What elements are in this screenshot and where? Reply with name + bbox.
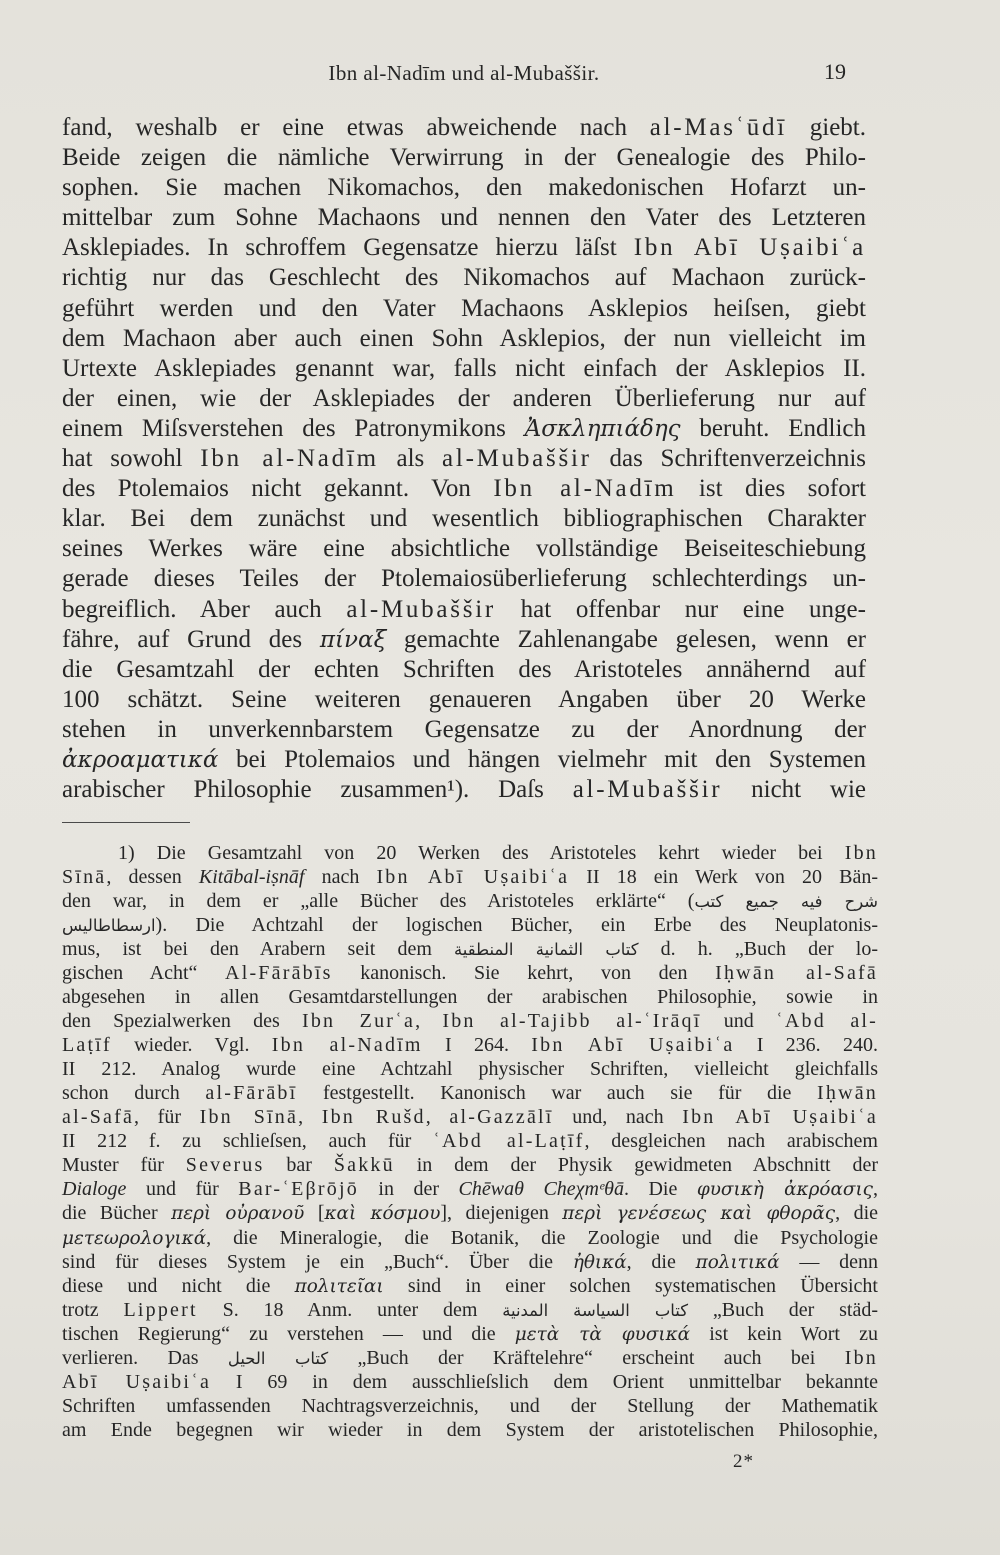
spaced-name: al-Safā: [62, 1106, 135, 1129]
body-line: [62, 775, 866, 805]
arabic-term: كتاب الحيل: [227, 1348, 329, 1368]
spaced-name: Laṭīf: [62, 1034, 112, 1057]
greek-term: μετὰ τὰ φυσικά: [514, 1323, 691, 1345]
text-run: geführt werden und den Vater Machaons Asklepios heiſsen, giebt: [62, 294, 866, 322]
spaced-name: Iḥwān al-Safā: [715, 962, 878, 985]
greek-term: ἠθικά: [572, 1251, 627, 1273]
text-run: I 69 in dem ausschlieſslich dem Orient unmittelbar bekannte: [211, 1370, 879, 1393]
text-run: stehen in unverkennbarstem Gegensatze zu der Anordnung der: [62, 715, 866, 743]
text-run: Muster für: [62, 1154, 186, 1177]
footnote-line: [62, 1033, 878, 1057]
text-run: diese und nicht die: [62, 1274, 295, 1297]
body-text: [62, 113, 866, 805]
text-run: I 236. 240.: [734, 1034, 878, 1057]
text-run: die Gesamtzahl der echten Schriften des Aristoteles annähernd auf: [62, 655, 866, 683]
footnote-line: [62, 985, 878, 1009]
text-run: ist dies sofort: [676, 475, 866, 503]
text-run: II 18 ein Werk von 20 Bän-: [569, 866, 878, 889]
footnote-line: [62, 1298, 878, 1322]
text-run: nach: [304, 866, 377, 889]
spaced-name: Ibn Zurʿa: [301, 1010, 416, 1033]
text-run: ). Die Achtzahl der logischen Bücher, ein Erbe des Neuplatonis-: [155, 914, 878, 937]
body-line: [62, 354, 866, 384]
text-run: den war, in dem er „alle Bücher des Aristoteles erklärte“ (: [62, 890, 695, 913]
greek-term: πολιτικά: [695, 1251, 780, 1273]
body-line: [62, 625, 866, 655]
text-run: trotz: [62, 1298, 124, 1321]
spaced-name: Lippert: [123, 1298, 198, 1321]
text-run: I 264.: [422, 1034, 532, 1057]
footnote-line: [62, 1250, 878, 1274]
body-line: [62, 444, 866, 474]
arabic-term: كتاب الثمانية المنطقية: [454, 940, 639, 960]
footnote-line: [62, 1322, 878, 1346]
body-line: [62, 203, 866, 233]
text-run: klar. Bei dem zunächst und wesentlich bibliographischen Charakter: [62, 505, 866, 533]
text-run: , die: [626, 1250, 696, 1273]
spaced-name: Ibn al-Tajibb al-ʿIrāqī: [442, 1010, 702, 1033]
footnote-line: [62, 1370, 878, 1394]
text-run: fand, weshalb er eine etwas abweichende nach: [62, 114, 650, 141]
footnote-line: [62, 1177, 878, 1201]
greek-term: καὶ κόσμου: [324, 1203, 441, 1225]
spaced-name: Ibn Abī Uṣaibiʿa: [682, 1106, 878, 1129]
spaced-name: Ibn: [844, 1346, 878, 1369]
body-line: [62, 143, 866, 173]
text-run: beruht. Endlich: [680, 414, 866, 442]
footnote-line: [62, 1153, 878, 1177]
text-run: und: [701, 1010, 776, 1033]
body-line: [62, 534, 866, 564]
spaced-name: ʿAbd al-Laṭīf: [433, 1130, 585, 1153]
text-run: ist kein Wort zu: [690, 1322, 879, 1345]
footnote-line: [62, 1394, 878, 1418]
text-run: ,: [872, 1178, 878, 1201]
text-run: arabischer Philosophie zusammen¹). Daſs: [62, 776, 573, 804]
arabic-term: ارسطاطاليس: [62, 916, 156, 936]
text-run: das Schriftenverzeichnis: [591, 445, 867, 473]
body-line: [62, 504, 866, 534]
greek-term: Ἀσκληπιάδης: [524, 415, 681, 442]
spaced-name: Ibn al-Nadīm: [200, 445, 379, 473]
text-run: sophen. Sie machen Nikomachos, den makedonischen Hofarzt un-: [62, 174, 866, 202]
text-run: ,: [425, 1106, 450, 1129]
body-line: [62, 715, 866, 745]
footnote-line: [62, 1081, 878, 1105]
spaced-name: Bar-ʿEβrōjō: [238, 1178, 359, 1201]
running-head: Ibn al-Nadīm und al-Mubaššir.: [328, 61, 600, 85]
text-run: gerade dieses Teiles der Ptolemaiosüberlieferung schlechterdings un-: [62, 565, 866, 593]
footnote-line: [62, 1201, 878, 1225]
text-run: abgesehen in allen Gesamtdarstellungen der arabischen Philosophie, sowie in: [62, 986, 878, 1009]
text-run: d. h. „Buch der lo-: [638, 938, 879, 961]
text-run: nicht wie: [722, 776, 866, 804]
greek-term: ἀκροαματικά: [62, 746, 219, 773]
text-run: II 212. Analog wurde eine Achtzahl physischer Schriften, vielleicht gleichfalls: [62, 1058, 878, 1081]
text-run: mus, ist bei den Arabern seit dem: [62, 938, 455, 961]
body-line: [62, 263, 866, 293]
footnote-line: [62, 1418, 878, 1442]
footnote-line: [62, 1057, 878, 1081]
text-run: S. 18 Anm. unter dem: [197, 1298, 503, 1321]
text-run: — denn: [779, 1250, 878, 1273]
footnote-line: [62, 937, 878, 961]
body-line: [62, 173, 866, 203]
spaced-name: al-Masʿūdī: [649, 114, 787, 141]
body-line: [62, 384, 866, 414]
footnotes: [62, 841, 878, 1442]
text-run: hat offenbar nur eine unge-: [496, 595, 866, 623]
italic-title: Dialoge: [62, 1178, 127, 1201]
text-run: den Spezialwerken des: [62, 1010, 302, 1033]
spaced-name: Iḥwān: [817, 1082, 878, 1105]
body-line: [62, 414, 866, 444]
text-run: fähre, auf Grund des: [62, 625, 320, 653]
text-run: . Die: [623, 1178, 697, 1201]
text-run: und für: [126, 1178, 239, 1201]
spaced-name: Ibn: [844, 842, 878, 864]
text-run: sind für dieses System je ein „Buch“. Über die: [62, 1250, 573, 1273]
spaced-name: Ibn Abī Uṣaibiʿa: [531, 1034, 735, 1057]
text-run: gischen Acht“: [62, 962, 226, 985]
text-run: Urtexte Asklepiades genannt war, falls nicht einfach der Asklepios II.: [62, 354, 866, 382]
body-line: [62, 595, 866, 625]
body-line: [62, 655, 866, 685]
footnote-line: [62, 1009, 878, 1033]
spaced-name: al-Fārābī: [205, 1082, 298, 1105]
text-run: 1) Die Gesamtzahl von 20 Werken des Aristoteles kehrt wieder bei: [118, 842, 845, 864]
spaced-name: Šakkū: [333, 1154, 395, 1177]
text-run: giebt.: [786, 114, 866, 141]
body-line: [62, 324, 866, 354]
text-run: , dessen: [106, 866, 199, 889]
text-run: der einen, wie der Asklepiades der anderen Überlieferung nur auf: [62, 384, 866, 412]
body-line: [62, 474, 866, 504]
greek-term: περὶ οὐρανοῦ: [171, 1203, 305, 1225]
italic-title: Chēwaθ Cheχmᵉθā: [458, 1178, 624, 1201]
text-run: die Bücher: [62, 1202, 172, 1225]
spaced-name: Ibn al-Nadīm: [493, 475, 677, 503]
text-run: begreiflich. Aber auch: [62, 595, 347, 623]
greek-term: περὶ γενέσεως καὶ φθορᾶς: [562, 1203, 836, 1225]
text-run: „Buch der Kräftelehre“ erscheint auch bei: [328, 1346, 845, 1369]
footnote-line: [62, 1129, 878, 1153]
text-run: tischen Regierung“ zu verstehen — und die: [62, 1322, 515, 1345]
text-run: verlieren. Das: [62, 1346, 228, 1369]
spaced-name: Severus: [185, 1154, 265, 1177]
spaced-name: al-Gazzālī: [449, 1106, 554, 1129]
text-run: ], diejenigen: [440, 1202, 563, 1225]
text-run: in der: [358, 1178, 459, 1201]
spaced-name: al-Mubaššir: [442, 445, 592, 473]
text-run: [: [304, 1202, 325, 1225]
footnote-line: [62, 1105, 878, 1129]
spaced-name: ʿAbd al-: [776, 1010, 879, 1033]
spaced-name: Ibn al-Nadīm: [271, 1034, 423, 1057]
text-run: Asklepiades. In schroffem Gegensatze hierzu läſst: [62, 234, 634, 262]
spaced-name: Ibn Abī Uṣaibiʿa: [633, 234, 866, 262]
spaced-name: Abī Uṣaibiʿa: [62, 1370, 212, 1393]
body-line: [62, 233, 866, 263]
text-run: und, nach: [553, 1106, 683, 1129]
text-run: , für: [134, 1106, 200, 1129]
text-run: , die Mineralogie, die Botanik, die Zoologie und die Psychologie: [206, 1226, 878, 1249]
text-run: sind in einer solchen systematischen Übersicht: [383, 1274, 878, 1297]
page-number: 19: [824, 59, 846, 84]
footnote-line: [62, 889, 878, 913]
spaced-name: Ibn Abī Uṣaibiʿa: [376, 866, 570, 889]
text-run: II 212 f. zu schlieſsen, auch für: [62, 1130, 434, 1153]
spaced-name: Sīnā: [62, 866, 107, 889]
body-line: [62, 294, 866, 324]
text-run: mittelbar zum Sohne Machaons und nennen den Vater des Letzteren: [62, 204, 866, 232]
spaced-name: Ibn Sīnā: [199, 1106, 299, 1129]
text-run: ,: [415, 1010, 443, 1033]
text-run: gemachte Zahlenangabe gelesen, wenn er: [386, 625, 867, 653]
text-run: bar: [264, 1154, 334, 1177]
text-run: „Buch der städ-: [688, 1298, 878, 1321]
text-run: schon durch: [62, 1082, 206, 1105]
text-run: festgestellt. Kanonisch war auch sie für die: [297, 1082, 818, 1105]
footnote-line: [62, 865, 878, 889]
text-run: Schriften umfassenden Nachtragsverzeichnis, und der Stellung der Mathematik: [62, 1394, 878, 1417]
text-run: kanonisch. Sie kehrt, von den: [332, 962, 716, 985]
footnote-line: [62, 913, 878, 937]
italic-title: Kitābal-iṣnāf: [198, 866, 305, 889]
text-run: des Ptolemaios nicht gekannt. Von: [62, 475, 494, 503]
footnote-line: [62, 961, 878, 985]
body-line: [62, 685, 866, 715]
footnote-line: [62, 1274, 878, 1298]
text-run: bei Ptolemaios und hängen vielmehr mit den Systemen: [218, 745, 866, 773]
text-run: dem Machaon aber auch einen Sohn Asklepios, der nun vielleicht im: [62, 324, 866, 352]
arabic-term: كتاب السياسة المدنية: [502, 1300, 689, 1320]
text-run: seines Werkes wäre eine absichtliche vollständige Beiseiteschiebung: [62, 535, 866, 563]
text-run: , desgleichen nach arabischem: [584, 1130, 878, 1153]
footnote-line: [62, 1226, 878, 1250]
footnote-line: [62, 841, 878, 865]
body-line: [62, 564, 866, 594]
spaced-name: Ibn Rušd: [321, 1106, 426, 1129]
spaced-name: al-Mubaššir: [572, 776, 723, 804]
text-run: am Ende begegnen wir wieder in dem System der aristotelischen Philosophie,: [62, 1418, 878, 1441]
text-run: ,: [298, 1106, 322, 1129]
body-line: [62, 113, 866, 143]
text-run: hat sowohl: [62, 445, 201, 473]
arabic-term: شرح فيه جميع كتب: [694, 892, 878, 912]
text-run: richtig nur das Geschlecht des Nikomachos auf Machaon zurück-: [62, 264, 866, 292]
text-run: Beide zeigen die nämliche Verwirrung in der Genealogie des Philo-: [62, 144, 866, 172]
greek-term: πολιτεῖαι: [294, 1275, 384, 1297]
text-run: , die: [835, 1202, 878, 1225]
text-run: in dem der Physik gewidmeten Abschnitt der: [394, 1154, 878, 1177]
footnote-line: [62, 1346, 878, 1370]
greek-term: φυσικὴ ἀκρόασις: [696, 1179, 873, 1201]
signature-mark: 2*: [733, 1451, 754, 1472]
text-run: einem Miſsverstehen des Patronymikons: [62, 414, 525, 442]
body-line: [62, 745, 866, 775]
text-run: wieder. Vgl.: [111, 1034, 272, 1057]
footnote-rule: [62, 822, 190, 823]
greek-term: πίναξ: [319, 626, 387, 653]
greek-term: μετεωρολογικά: [62, 1227, 207, 1249]
text-run: als: [378, 445, 443, 473]
spaced-name: Al-Fārābīs: [225, 962, 333, 985]
spaced-name: al-Mubaššir: [346, 595, 496, 623]
text-run: 100 schätzt. Seine weiteren genaueren Angaben über 20 Werke: [62, 685, 866, 713]
